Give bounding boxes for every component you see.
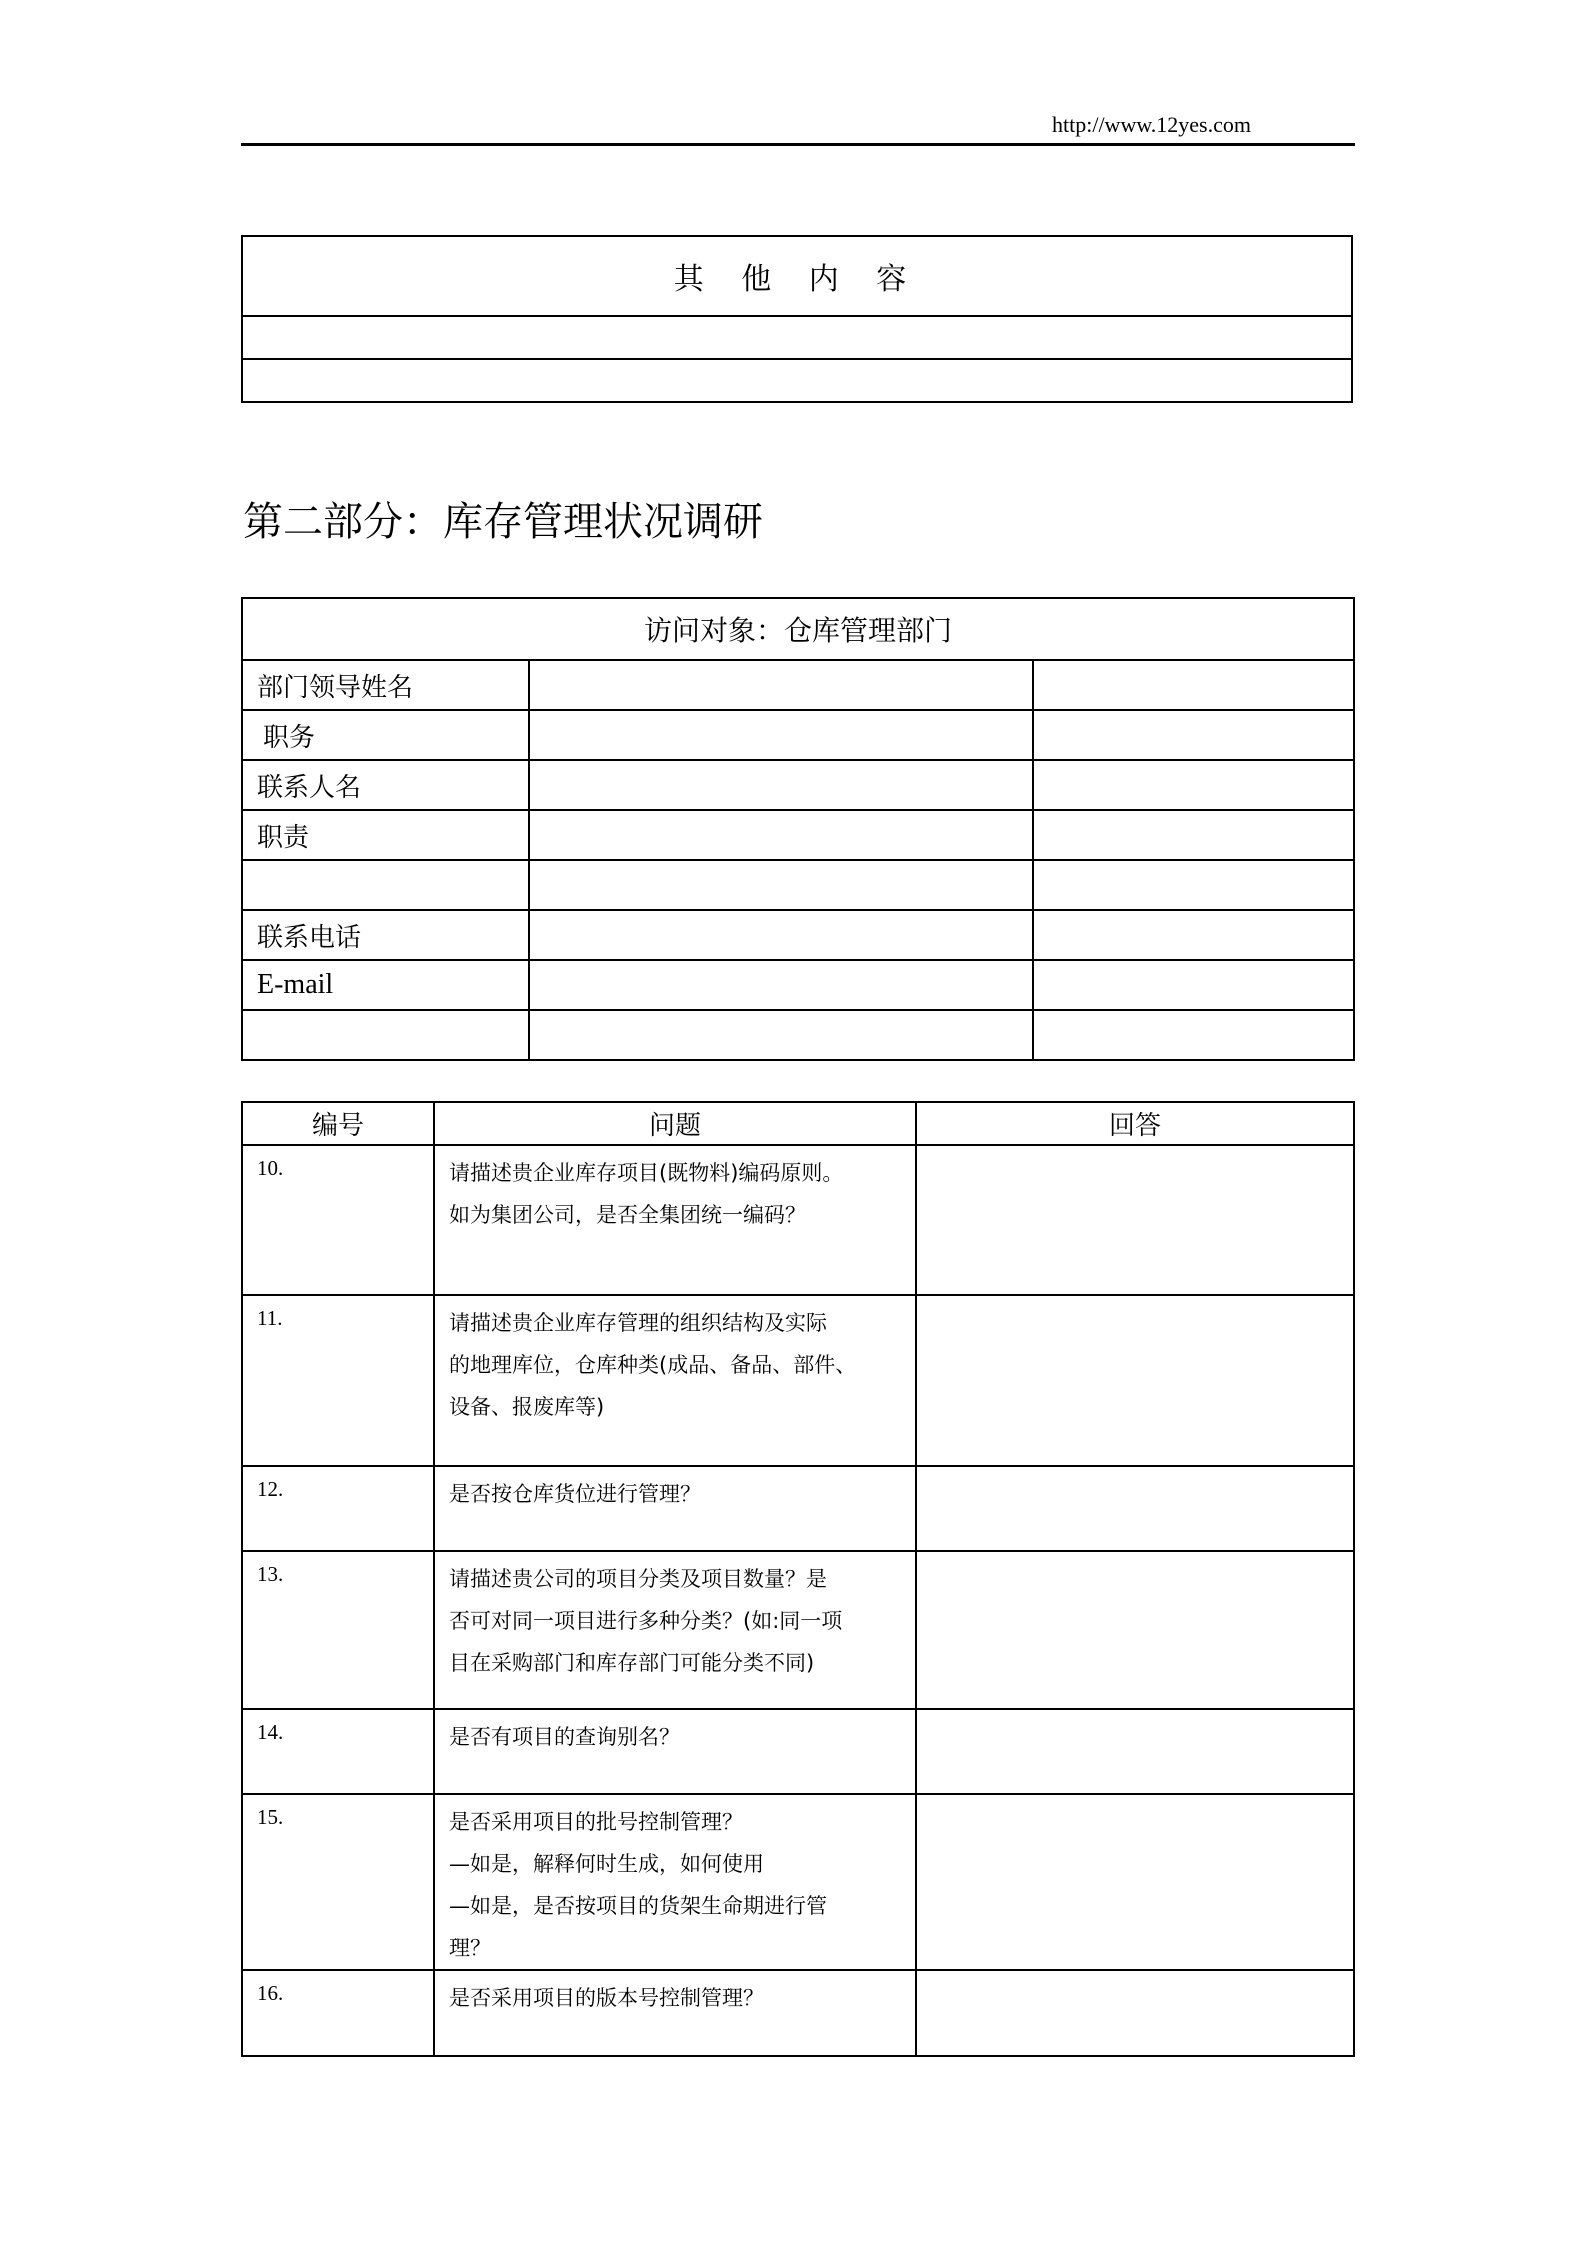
interviewee-title: 访问对象：仓库管理部门 (242, 598, 1354, 660)
column-header-question: 问题 (434, 1102, 916, 1145)
other-content-table (241, 235, 1353, 403)
question-number: 13. (242, 1551, 434, 1709)
field-blank-1-extra[interactable] (1033, 860, 1354, 910)
field-responsibility-extra[interactable] (1033, 810, 1354, 860)
label-blank-1 (242, 860, 529, 910)
label-phone: 联系电话 (242, 910, 529, 960)
label-blank-2 (242, 1010, 529, 1060)
table-row (242, 1466, 1354, 1551)
field-phone-extra[interactable] (1033, 910, 1354, 960)
label-dept-leader: 部门领导姓名 (242, 660, 529, 710)
table-row (242, 1145, 1354, 1295)
field-blank-2[interactable] (529, 1010, 1033, 1060)
table-row (242, 710, 1354, 760)
answer-field[interactable] (916, 1466, 1354, 1551)
table-row (242, 1551, 1354, 1709)
question-text: 是否采用项目的批号控制管理？ —如是，解释何时生成，如何使用 —如是，是否按项目的货架生命期进行管 理？ (434, 1794, 916, 1970)
question-text: 是否有项目的查询别名？ (434, 1709, 916, 1794)
question-number: 14. (242, 1709, 434, 1794)
header-url: http://www.12yes.com (1052, 112, 1251, 137)
answer-field[interactable] (916, 1145, 1354, 1295)
field-responsibility[interactable] (529, 810, 1033, 860)
field-position-extra[interactable] (1033, 710, 1354, 760)
table-row (242, 1794, 1354, 1970)
other-content-field-1[interactable] (242, 316, 1352, 359)
section-title: 第二部分：库存管理状况调研 (243, 499, 763, 545)
table-row (242, 1010, 1354, 1060)
field-email[interactable] (529, 960, 1033, 1010)
label-responsibility: 职责 (242, 810, 529, 860)
other-content-field-2[interactable] (242, 359, 1352, 402)
table-row (242, 960, 1354, 1010)
question-text: 请描述贵企业库存管理的组织结构及实际 的地理库位，仓库种类(成品、备品、部件、 设备、报废库等) (434, 1295, 916, 1466)
table-row (242, 760, 1354, 810)
question-number: 11. (242, 1295, 434, 1466)
other-content-title: 其 他 内 容 (242, 236, 1352, 316)
question-number: 16. (242, 1970, 434, 2056)
question-number: 15. (242, 1794, 434, 1970)
question-text: 是否按仓库货位进行管理？ (434, 1466, 916, 1551)
answer-field[interactable] (916, 1551, 1354, 1709)
field-email-extra[interactable] (1033, 960, 1354, 1010)
answer-field[interactable] (916, 1709, 1354, 1794)
header-divider (241, 143, 1355, 146)
table-row (242, 860, 1354, 910)
field-contact-name-extra[interactable] (1033, 760, 1354, 810)
question-text: 是否采用项目的版本号控制管理？ (434, 1970, 916, 2056)
field-blank-1[interactable] (529, 860, 1033, 910)
questions-table (241, 1101, 1355, 2057)
label-position: 职务 (242, 710, 529, 760)
table-row (242, 1970, 1354, 2056)
field-blank-2-extra[interactable] (1033, 1010, 1354, 1060)
table-row (242, 1709, 1354, 1794)
column-header-answer: 回答 (916, 1102, 1354, 1145)
label-email: E-mail (242, 960, 529, 1010)
interviewee-table (241, 597, 1355, 1061)
question-text: 请描述贵企业库存项目(既物料)编码原则。 如为集团公司，是否全集团统一编码？ (434, 1145, 916, 1295)
label-contact-name: 联系人名 (242, 760, 529, 810)
field-position[interactable] (529, 710, 1033, 760)
answer-field[interactable] (916, 1970, 1354, 2056)
table-row (242, 810, 1354, 860)
question-number: 12. (242, 1466, 434, 1551)
field-dept-leader-extra[interactable] (1033, 660, 1354, 710)
question-number: 10. (242, 1145, 434, 1295)
table-row (242, 1295, 1354, 1466)
answer-field[interactable] (916, 1295, 1354, 1466)
column-header-number: 编号 (242, 1102, 434, 1145)
table-header-row (242, 1102, 1354, 1145)
table-row (242, 660, 1354, 710)
field-phone[interactable] (529, 910, 1033, 960)
field-dept-leader[interactable] (529, 660, 1033, 710)
answer-field[interactable] (916, 1794, 1354, 1970)
field-contact-name[interactable] (529, 760, 1033, 810)
table-row (242, 910, 1354, 960)
question-text: 请描述贵公司的项目分类及项目数量？是 否可对同一项目进行多种分类？(如:同一项 目在采购部门和库存部门可能分类不同) (434, 1551, 916, 1709)
